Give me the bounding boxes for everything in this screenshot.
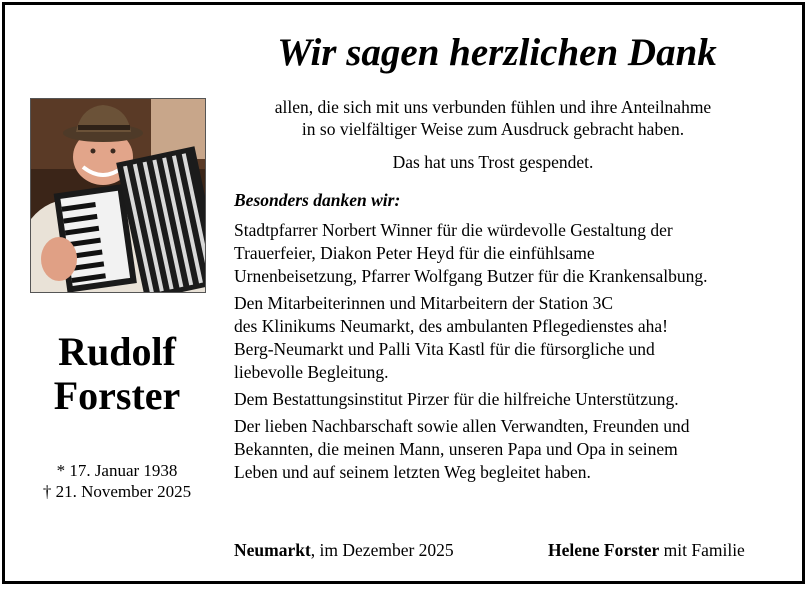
first-name: Rudolf bbox=[58, 329, 176, 374]
thanks-paragraph bbox=[234, 415, 804, 484]
footer-place-date bbox=[234, 539, 454, 561]
footer-date: , im Dezember 2025 bbox=[310, 540, 454, 560]
deceased-photo bbox=[30, 98, 206, 293]
deceased-name bbox=[22, 330, 212, 418]
footer-signature bbox=[548, 539, 745, 561]
thanks-line: Bekannten, die meinen Mann, unseren Papa und Opa in seinem bbox=[234, 439, 678, 459]
thanks-line: Dem Bestattungsinstitut Pirzer für die hilfreiche Unterstützung. bbox=[234, 389, 679, 409]
thanks-line: des Klinikums Neumarkt, des ambulanten Pflegedienstes aha! bbox=[234, 316, 668, 336]
thanks-line: Berg-Neumarkt und Palli Vita Kastl für die fürsorgliche und bbox=[234, 339, 655, 359]
thanks-heading: Besonders danken wir: bbox=[234, 190, 401, 210]
life-dates bbox=[22, 460, 212, 502]
thanks-line: Trauerfeier, Diakon Peter Heyd für die einfühlsame bbox=[234, 243, 595, 263]
intro-line: in so vielfältiger Weise zum Ausdruck gebracht haben. bbox=[301, 119, 685, 139]
death-date: † 21. November 2025 bbox=[42, 482, 192, 501]
signer-suffix: mit Familie bbox=[659, 540, 745, 560]
page-title: Wir sagen herzlichen Dank bbox=[277, 31, 717, 74]
thanks-paragraphs bbox=[234, 219, 804, 488]
thanks-line: liebevolle Begleitung. bbox=[234, 362, 389, 382]
thanks-line: Der lieben Nachbarschaft sowie allen Verwandten, Freunden und bbox=[234, 416, 690, 436]
thanks-paragraph bbox=[234, 292, 804, 384]
intro-text bbox=[225, 96, 761, 140]
thanks-line: Leben und auf seinem letzten Weg begleitet haben. bbox=[234, 462, 591, 482]
intro-line: allen, die sich mit uns verbunden fühlen und ihre Anteilnahme bbox=[274, 97, 712, 117]
portrait-image bbox=[31, 99, 206, 293]
thanks-line: Den Mitarbeiterinnen und Mitarbeitern der Station 3C bbox=[234, 293, 614, 313]
thanks-line: Urnenbeisetzung, Pfarrer Wolfgang Butzer für die Krankensalbung. bbox=[234, 266, 708, 286]
trost-line: Das hat uns Trost gespendet. bbox=[392, 152, 594, 172]
birth-date: * 17. Januar 1938 bbox=[56, 461, 178, 480]
last-name: Forster bbox=[53, 373, 181, 418]
thanks-paragraph bbox=[234, 388, 804, 411]
footer-place: Neumarkt bbox=[234, 540, 311, 560]
signer-name: Helene Forster bbox=[548, 540, 660, 560]
thanks-line: Stadtpfarrer Norbert Winner für die würdevolle Gestaltung der bbox=[234, 220, 673, 240]
thanks-paragraph bbox=[234, 219, 804, 288]
